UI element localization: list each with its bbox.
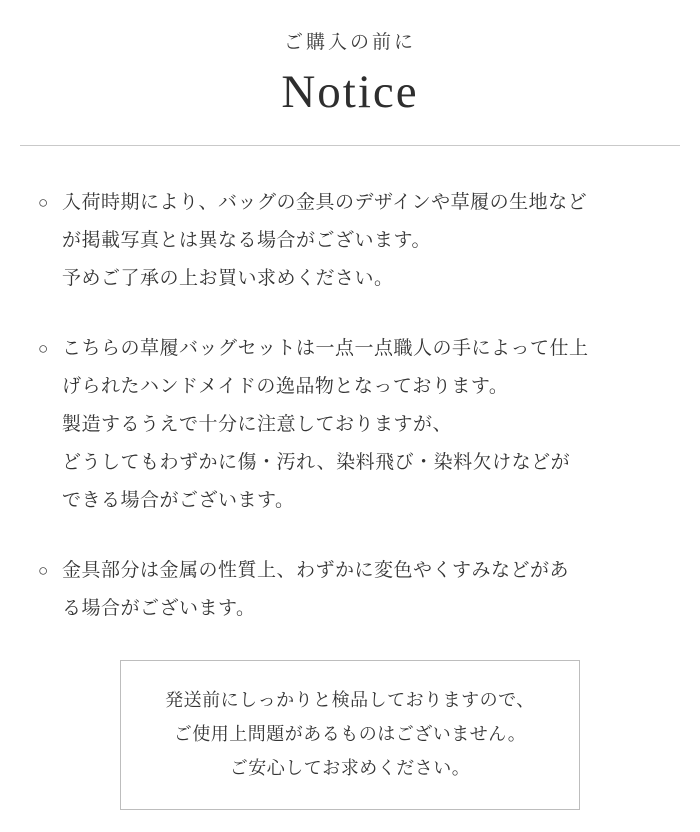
note-line: 金具部分は金属の性質上、わずかに変色やくすみなどがあ bbox=[62, 560, 570, 582]
note-line: る場合がございます。 bbox=[62, 598, 256, 620]
header-subtitle: ご購入の前に bbox=[283, 32, 416, 53]
page-header bbox=[0, 0, 700, 146]
bullet-circle-icon: ○ bbox=[38, 561, 49, 581]
message-line: ご安心してお求めください。 bbox=[229, 758, 471, 779]
bullet-circle-icon: ○ bbox=[38, 193, 49, 213]
notes-list bbox=[0, 146, 700, 628]
note-line: が掲載写真とは異なる場合がございます。 bbox=[62, 230, 431, 252]
note-line: 予めご了承の上お買い求めください。 bbox=[62, 268, 394, 290]
note-line: どうしてもわずかに傷・汚れ、染料飛び・染料欠けなどが bbox=[62, 452, 571, 474]
note-item bbox=[38, 552, 662, 628]
page-title: Notice bbox=[281, 65, 419, 118]
note-text bbox=[62, 552, 662, 628]
message-line: 発送前にしっかりと検品しておりますので、 bbox=[165, 690, 535, 711]
note-line: できる場合がございます。 bbox=[62, 490, 295, 512]
note-item bbox=[38, 330, 662, 520]
note-line: 製造するうえで十分に注意しておりますが、 bbox=[62, 414, 453, 436]
note-line: こちらの草履バッグセットは一点一点職人の手によって仕上 bbox=[62, 338, 589, 360]
note-line: 入荷時期により、バッグの金具のデザインや草履の生地など bbox=[62, 192, 588, 214]
assurance-message-box bbox=[120, 660, 580, 810]
note-text bbox=[62, 184, 662, 298]
note-line: げられたハンドメイドの逸品物となっております。 bbox=[62, 376, 509, 398]
message-line: ご使用上問題があるものはございません。 bbox=[173, 724, 527, 745]
note-item bbox=[38, 184, 662, 298]
bullet-circle-icon: ○ bbox=[38, 339, 49, 359]
note-text bbox=[62, 330, 662, 520]
